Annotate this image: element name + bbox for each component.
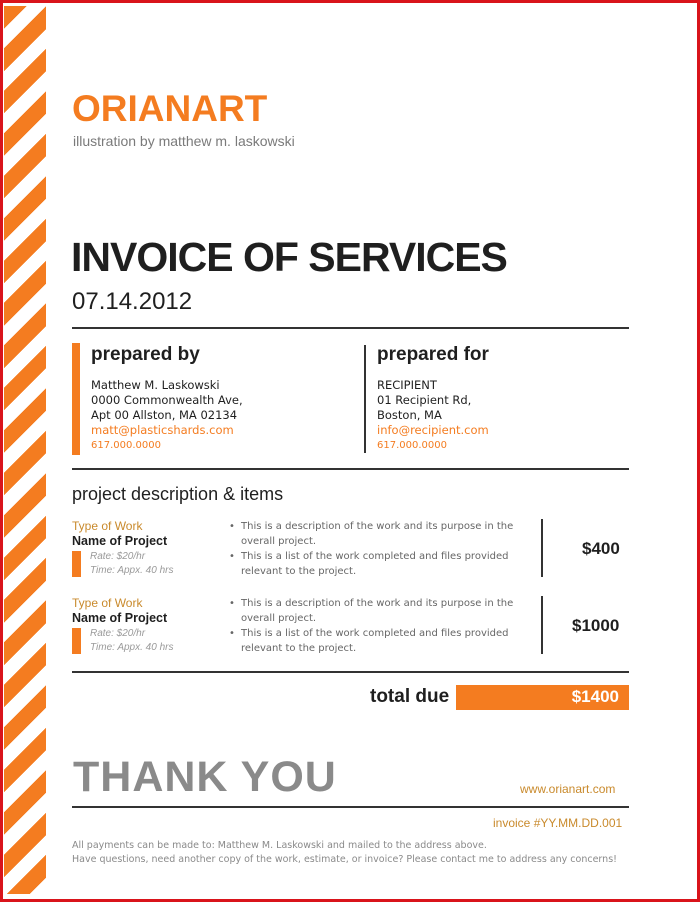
item-price: $400 (582, 539, 620, 558)
total-due-value: $1400 (571, 687, 619, 706)
item-price-divider (541, 519, 543, 577)
total-due-label: total due (370, 686, 450, 707)
prepared-by-line: Apt 00 Allston, MA 02134 (91, 408, 238, 422)
vertical-divider-prepared (364, 345, 366, 453)
divider-middle (72, 468, 629, 470)
item-project-name: Name of Project (72, 534, 168, 548)
brand-logo-text: ORIANART (72, 88, 268, 129)
item-type: Type of Work (72, 596, 143, 610)
divider-top (72, 327, 629, 329)
divider-items-bottom (72, 671, 629, 673)
item-accent-bar (72, 551, 81, 577)
invoice-title: INVOICE OF SERVICES (71, 234, 507, 280)
item-desc-line: This is a list of the work completed and files provided (241, 551, 509, 562)
prepared-by-heading: prepared by (91, 344, 200, 365)
line-item (72, 596, 632, 656)
invoice-number: invoice #YY.MM.DD.001 (493, 816, 623, 830)
contact-note: Have questions, need another copy of the work, estimate, or invoice? Please contact me to address any concerns! (72, 854, 617, 865)
bullet-icon: • (229, 628, 235, 639)
item-rate-block (90, 627, 173, 655)
prepared-by-accent-bar (72, 343, 80, 455)
item-time: Time: Appx. 40 hrs (90, 642, 174, 653)
item-description (229, 596, 529, 656)
prepared-for-heading: prepared for (377, 344, 489, 365)
bullet-icon: • (229, 551, 235, 562)
item-rate-block (90, 550, 173, 578)
item-desc-line: This is a description of the work and its purpose in the (241, 598, 514, 609)
item-desc-line: relevant to the project. (241, 566, 357, 577)
prepared-by-line: Matthew M. Laskowski (91, 378, 220, 392)
brand-tagline: illustration by matthew m. laskowski (73, 133, 295, 149)
item-rate: Rate: $20/hr (90, 551, 146, 562)
prepared-for-phone: 617.000.0000 (377, 440, 447, 451)
prepared-for-address (377, 378, 489, 453)
item-desc-line: This is a list of the work completed and files provided (241, 628, 509, 639)
prepared-for-line: Boston, MA (377, 408, 442, 422)
prepared-for-email-link[interactable]: info@recipient.com (377, 423, 489, 437)
prepared-for-line: RECIPIENT (377, 378, 437, 392)
invoice-date: 07.14.2012 (72, 288, 193, 315)
divider-footer (72, 806, 629, 808)
prepared-for-line: 01 Recipient Rd, (377, 393, 472, 407)
item-accent-bar (72, 628, 81, 654)
item-description (229, 519, 529, 579)
project-section-heading: project description & items (72, 484, 284, 504)
decorative-stripe-border (4, 6, 46, 894)
prepared-by-address (91, 378, 243, 453)
item-desc-line: relevant to the project. (241, 643, 357, 654)
item-price: $1000 (572, 616, 620, 635)
prepared-by-phone: 617.000.0000 (91, 440, 161, 451)
bullet-icon: • (229, 521, 235, 532)
item-rate: Rate: $20/hr (90, 628, 146, 639)
item-price-divider (541, 596, 543, 654)
website-link[interactable]: www.orianart.com (520, 782, 616, 796)
total-due-box (456, 685, 629, 710)
item-desc-line: overall project. (241, 536, 317, 547)
bullet-icon: • (229, 598, 235, 609)
item-desc-line: overall project. (241, 613, 317, 624)
line-item (72, 519, 632, 579)
item-time: Time: Appx. 40 hrs (90, 565, 174, 576)
prepared-by-line: 0000 Commonwealth Ave, (91, 393, 243, 407)
item-desc-line: This is a description of the work and its purpose in the (241, 521, 514, 532)
item-project-name: Name of Project (72, 611, 168, 625)
prepared-by-email-link[interactable]: matt@plasticshards.com (91, 423, 234, 437)
payment-note: All payments can be made to: Matthew M. Laskowski and mailed to the address above. (72, 840, 487, 851)
thank-you-heading: THANK YOU (73, 753, 337, 801)
item-type: Type of Work (72, 519, 143, 533)
